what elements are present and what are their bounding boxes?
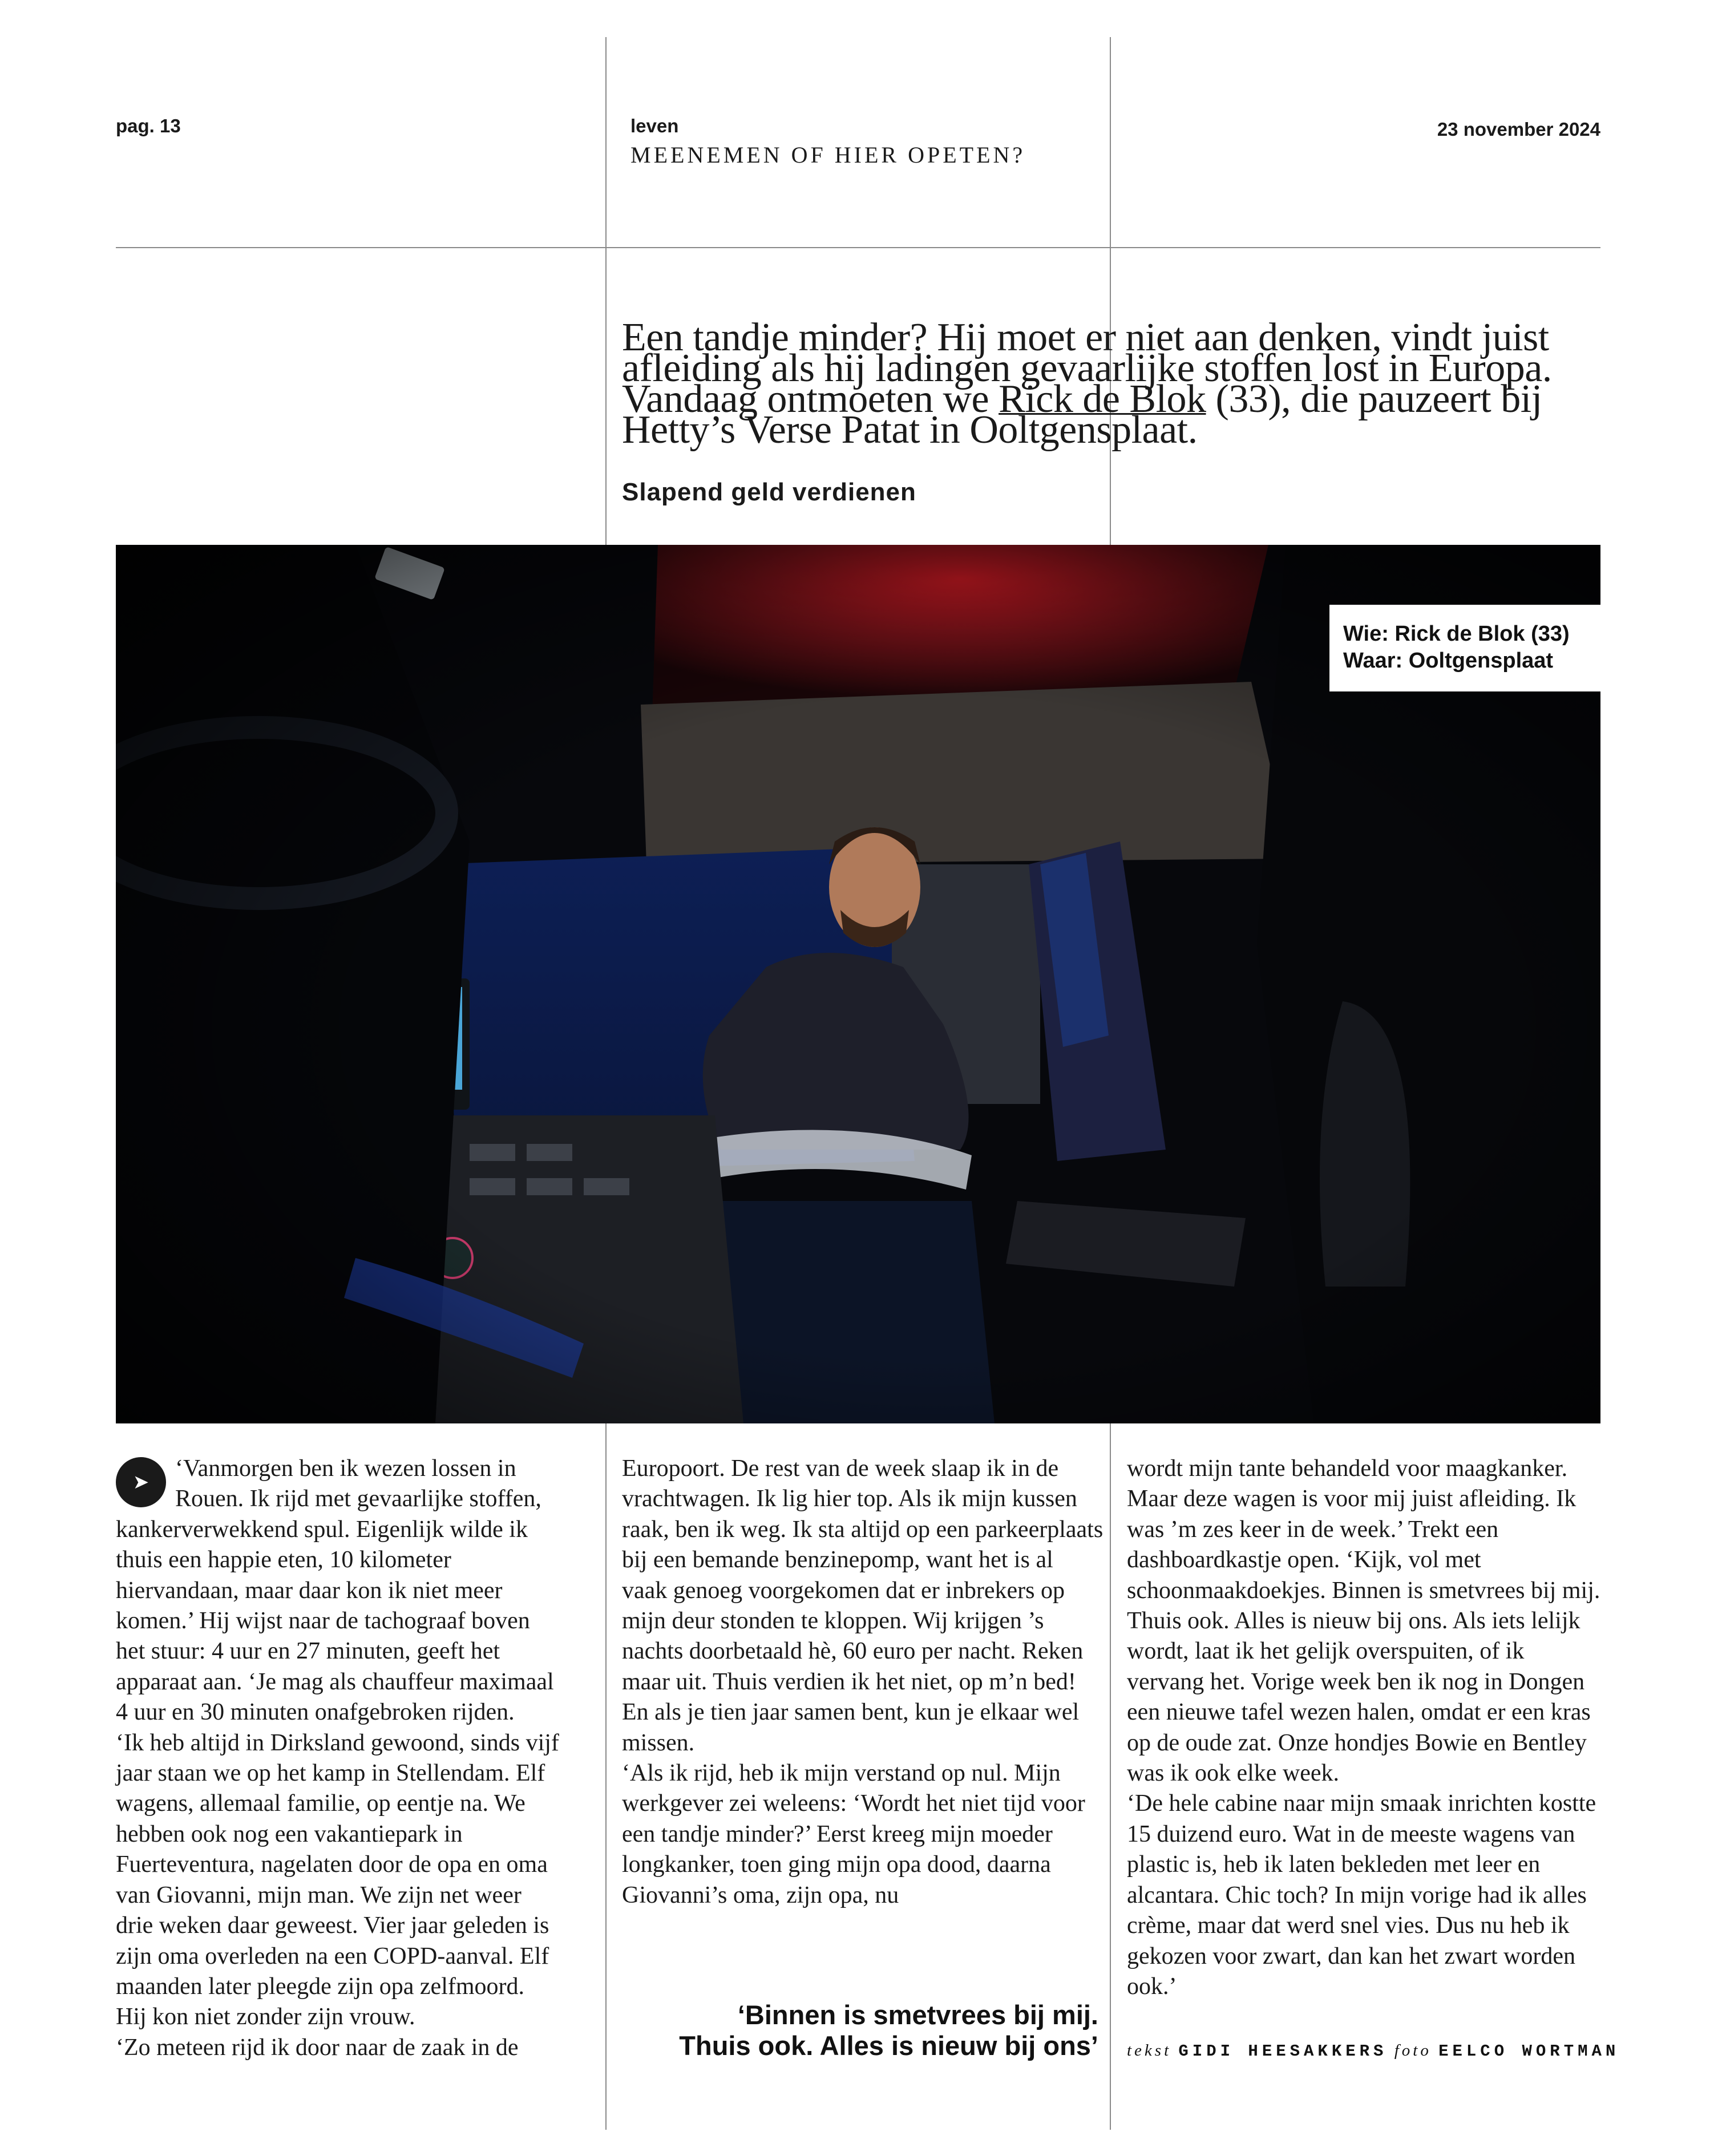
intro-text bbox=[622, 315, 1603, 452]
page-number: pag. 13 bbox=[116, 115, 181, 136]
credit-photo-label: foto bbox=[1394, 2041, 1432, 2060]
paragraph: ‘Vanmorgen ben ik wezen lossen in Rouen. Ik rijd met gevaarlijke stoffen, kankerverwekkend spul. Eigenlijk wilde ik thuis een happie eten, 10 kilometer hiervandaan, maar daar kon ik niet meer komen.’ Hij wijst naar de tachograaf boven het stuur: 4 uur en 27 minuten, geeft het apparaat aan. ‘Je mag als chauffeur maximaal 4 uur en 30 minuten onafgebroken rijden. bbox=[116, 1455, 554, 1726]
credit-photo-name: EELCO WORTMAN bbox=[1438, 2042, 1620, 2061]
credits bbox=[1127, 2041, 1619, 2061]
paragraph: Europoort. De rest van de week slaap ik in de vrachtwagen. Ik lig hier top. Als ik mijn kussen raak, ben ik weg. Ik sta altijd op een parkeerplaats bij een bemande benzinepomp, want het is al vaak genoeg voorgekomen dat er inbrekers op mijn deur stonden te kloppen. Wij krijgen ’s nachts doorbetaald hè, 60 euro per nacht. Reken maar uit. Thuis verdien ik het niet, op m’n bed! En als je tien jaar samen bent, kun je elkaar wel missen. bbox=[622, 1455, 1103, 1756]
credit-text-name: GIDI HEESAKKERS bbox=[1178, 2042, 1388, 2061]
paragraph: wordt mijn tante behandeld voor maagkanker. Maar deze wagen is voor mij juist afleiding. Ik was ’m zes keer in de week.’ Trekt een dashboardkastje open. ‘Kijk, vol met schoonmaakdoekjes. Binnen is smetvrees bij mij. Thuis ook. Alles is nieuw bij ons. Als iets lelijk wordt, laat ik het gelijk overspuiten, of ik vervang het. Vorige week ben ik nog in Dongen een nieuwe tafel wezen halen, omdat er een kras op de oude zat. Onze hondjes Bowie en Bentley was ik ook elke week. bbox=[1127, 1455, 1600, 1787]
intro-before-name: Een tandje minder? Hij moet er niet aan denken, vindt juist afleiding als hij ladingen gevaarlijke stoffen lost in Europa. Vandaag ontmoeten we bbox=[622, 315, 1552, 421]
article-column-1 bbox=[116, 1454, 561, 2063]
photo-info-box bbox=[1329, 605, 1600, 691]
play-arrow-icon: ➤ bbox=[116, 1457, 166, 1507]
pull-quote-line: ‘Binnen is smetvrees bij mij. bbox=[737, 2000, 1098, 2030]
intro-after-name: (33), die pauzeert bij Hetty’s Verse Patat in Ooltgensplaat. bbox=[622, 377, 1542, 452]
info-where: Waar: Ooltgensplaat bbox=[1343, 649, 1554, 673]
header-rule bbox=[116, 247, 1600, 248]
credit-text-label: tekst bbox=[1127, 2041, 1172, 2060]
pull-quote-line: Thuis ook. Alles is nieuw bij ons’ bbox=[679, 2030, 1098, 2061]
section-title: MEENEMEN OF HIER OPETEN? bbox=[630, 142, 1026, 168]
column-rule-left bbox=[605, 37, 607, 545]
paragraph: ‘Zo meteen rijd ik door naar de zaak in de bbox=[116, 2034, 519, 2061]
subtitle: Slapend geld verdienen bbox=[622, 478, 916, 506]
section-label: leven bbox=[630, 115, 679, 136]
paragraph: ‘De hele cabine naar mijn smaak inrichten kostte 15 duizend euro. Wat in de meeste wagens van plastic is, heb ik laten bekleden met leer en alcantara. Chic toch? In mijn vorige had ik alles crème, maar dat werd snel vies. Dus nu heb ik gekozen voor zwart, dan kan het zwart worden ook.’ bbox=[1127, 1790, 1596, 2000]
paragraph: ‘Ik heb altijd in Dirksland gewoond, sinds vijf jaar staan we op het kamp in Stellendam. Elf wagens, allemaal familie, op eentje na. We hebben ook nog een vakantiepark in Fuerteventura, nagelaten door de opa en oma van Giovanni, mijn man. We zijn net weer drie weken daar geweest. Vier jaar geleden is zijn oma overleden na een COPD-aanval. Elf maanden later pleegde zijn opa zelfmoord. Hij kon niet zonder zijn vrouw. bbox=[116, 1729, 559, 2030]
paragraph: ‘Als ik rijd, heb ik mijn verstand op nul. Mijn werkgever zei weleens: ‘Wordt het niet tijd voor een tandje minder?’ Eerst kreeg mijn moeder longkanker, toen ging mijn opa dood, daarna Giovanni’s oma, zijn opa, nu bbox=[622, 1760, 1085, 1908]
column-rule-right-bottom bbox=[1110, 1423, 1111, 2130]
intro-name-link[interactable]: Rick de Blok bbox=[999, 377, 1206, 421]
column-rule-left-bottom bbox=[605, 1423, 607, 2130]
issue-date: 23 november 2024 bbox=[1437, 119, 1600, 140]
truck-cabin-photo bbox=[116, 545, 1600, 1423]
pull-quote bbox=[633, 2000, 1098, 2061]
column-rule-right bbox=[1110, 37, 1111, 545]
article-column-3 bbox=[1127, 1454, 1600, 2002]
info-who: Wie: Rick de Blok (33) bbox=[1343, 622, 1570, 646]
article-column-2 bbox=[622, 1454, 1104, 1911]
